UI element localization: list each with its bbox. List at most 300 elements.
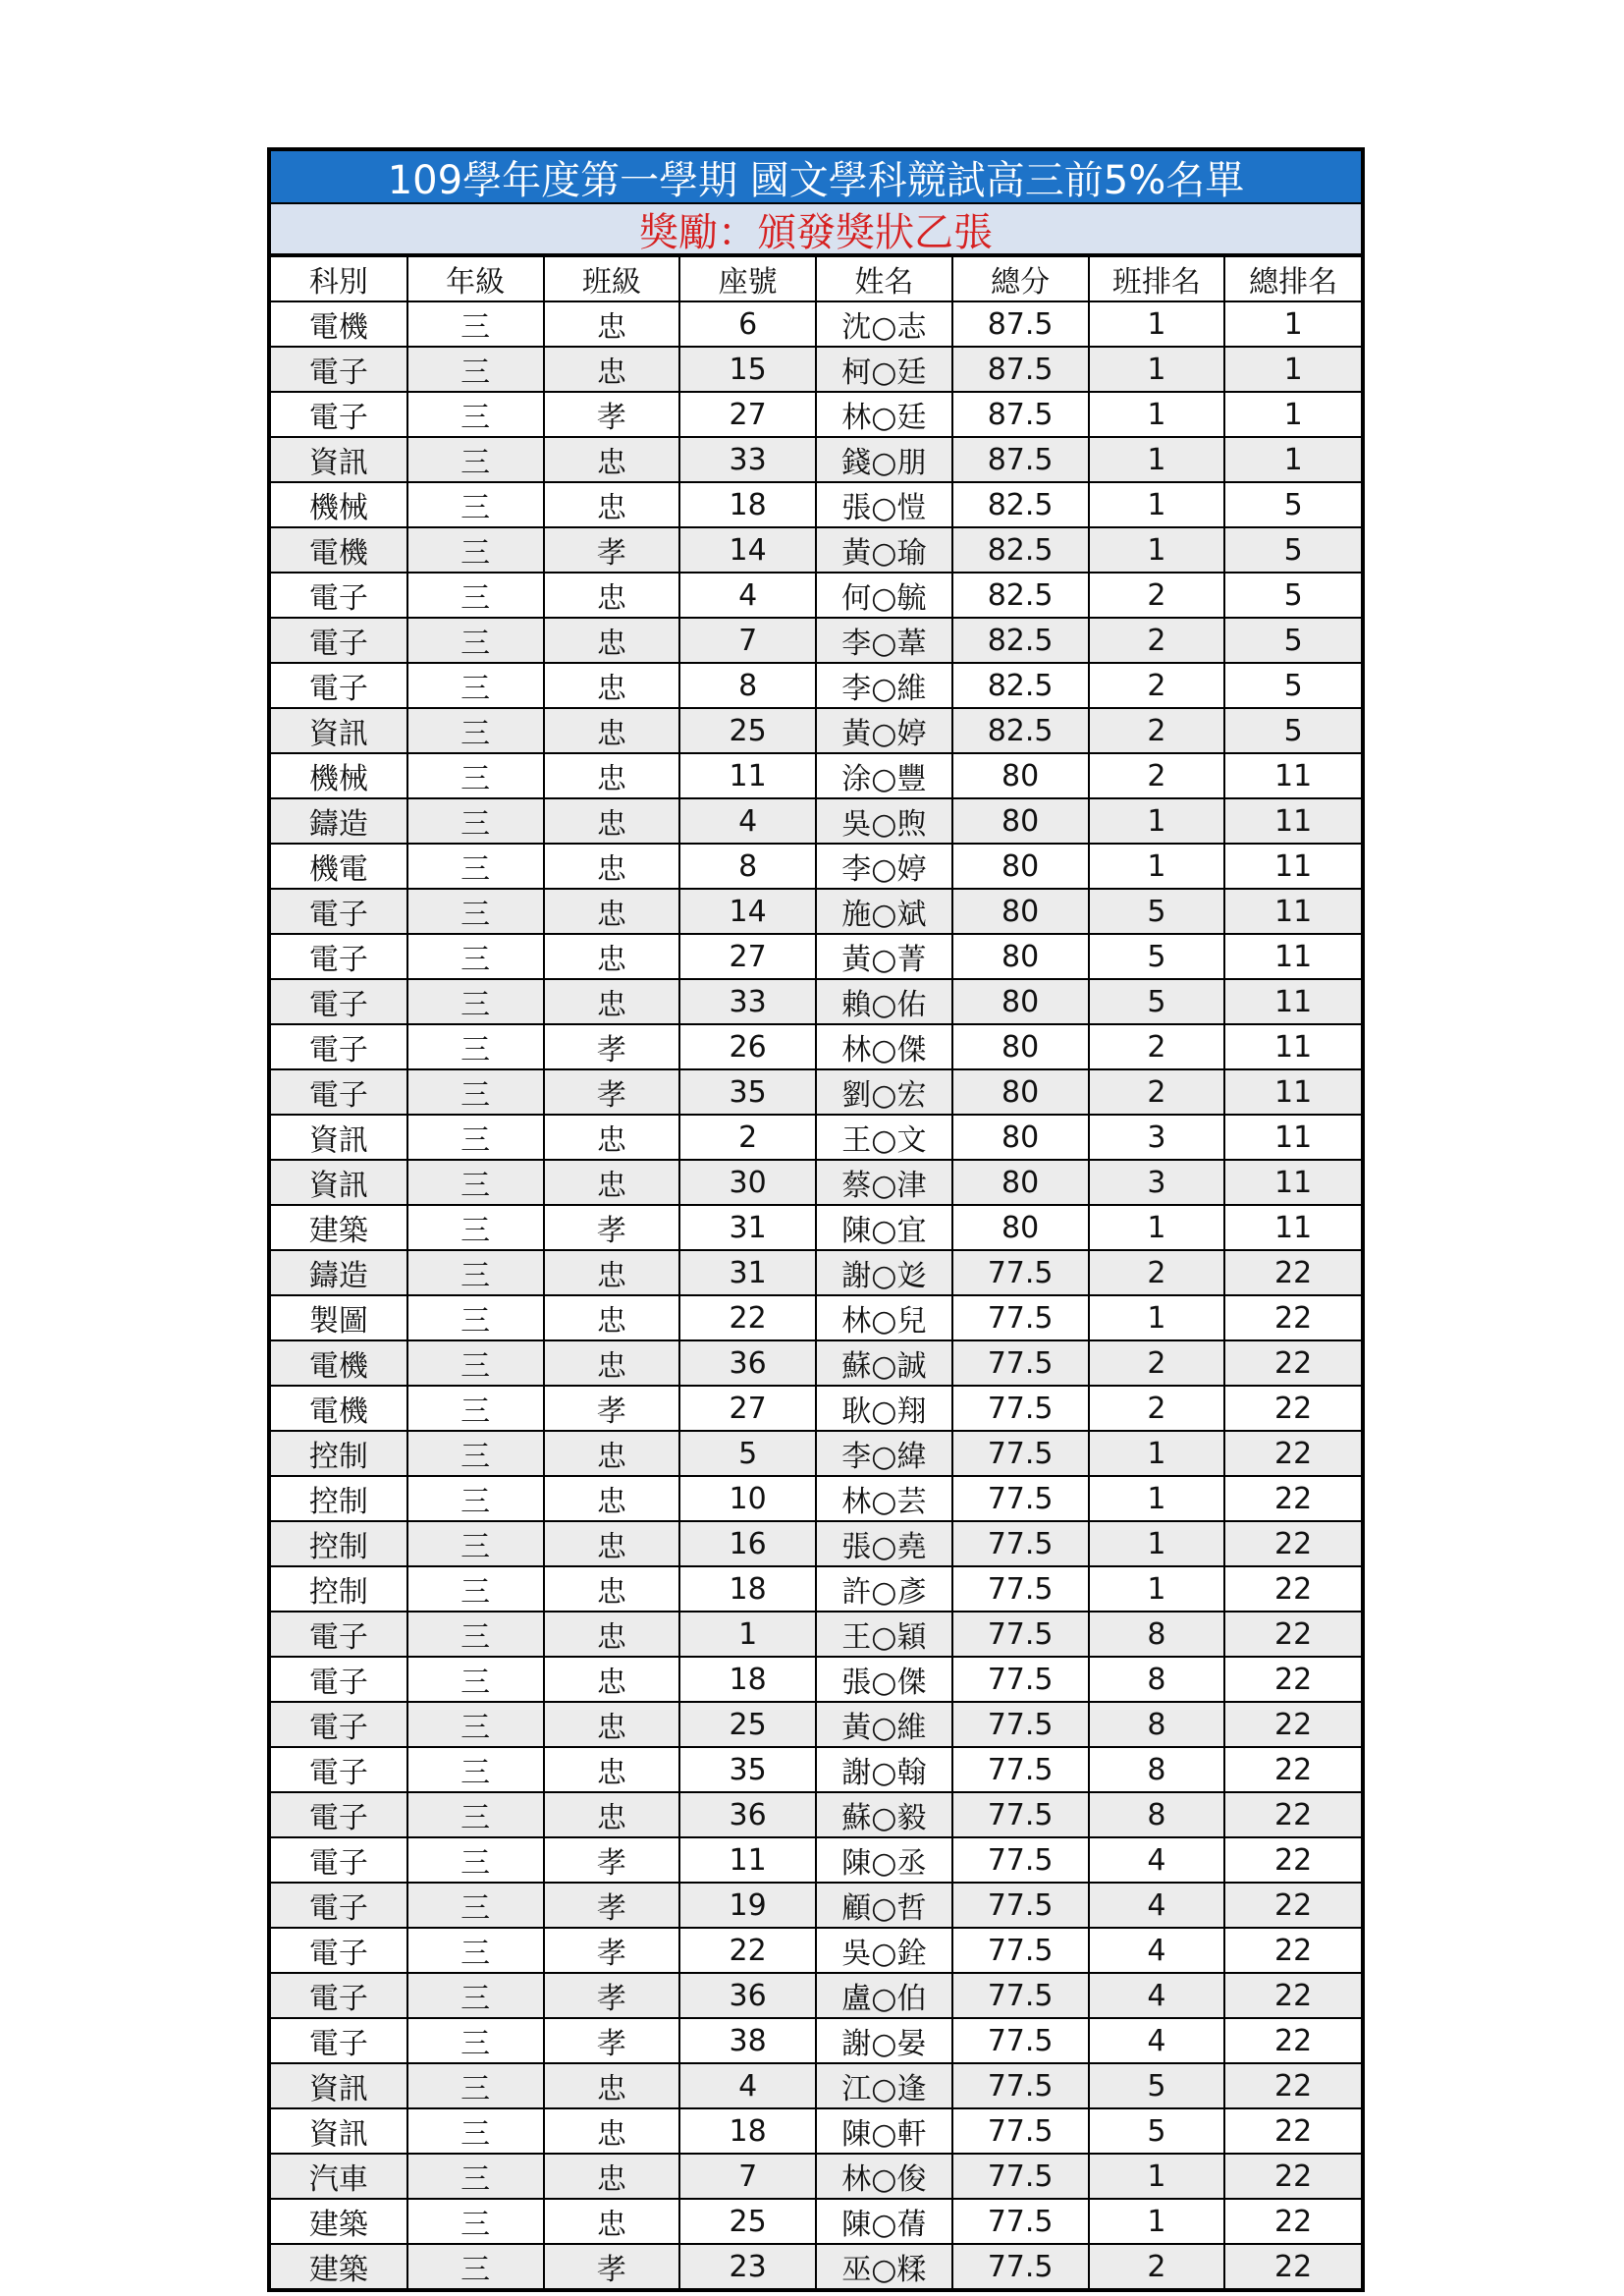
- cell-grade: 三: [407, 527, 544, 573]
- cell-class-rank: 4: [1089, 1837, 1225, 1883]
- cell-grade: 三: [407, 1476, 544, 1521]
- cell-name: 林○傑: [816, 1024, 952, 1069]
- cell-seat: 33: [679, 979, 816, 1024]
- cell-class-rank: 4: [1089, 1883, 1225, 1928]
- cell-department: 鑄造: [271, 798, 407, 844]
- cell-score: 82.5: [952, 663, 1089, 708]
- cell-score: 77.5: [952, 1340, 1089, 1386]
- cell-name: 蘇○誠: [816, 1340, 952, 1386]
- cell-overall-rank: 22: [1224, 1702, 1361, 1747]
- cell-department: 電子: [271, 392, 407, 437]
- cell-name: 林○俊: [816, 2154, 952, 2199]
- cell-department: 電機: [271, 1386, 407, 1431]
- cell-score: 77.5: [952, 2108, 1089, 2154]
- cell-grade: 三: [407, 934, 544, 979]
- cell-department: 電子: [271, 1837, 407, 1883]
- cell-class: 忠: [544, 1702, 680, 1747]
- cell-grade: 三: [407, 1747, 544, 1792]
- cell-class-rank: 1: [1089, 301, 1225, 347]
- cell-seat: 16: [679, 1521, 816, 1566]
- cell-grade: 三: [407, 573, 544, 618]
- cell-name: 謝○翰: [816, 1747, 952, 1792]
- cell-department: 電機: [271, 301, 407, 347]
- cell-department: 控制: [271, 1476, 407, 1521]
- cell-grade: 三: [407, 1386, 544, 1431]
- cell-name: 涂○豐: [816, 753, 952, 798]
- cell-class-rank: 2: [1089, 1024, 1225, 1069]
- cell-name: 沈○志: [816, 301, 952, 347]
- table-row: [271, 1566, 1361, 1612]
- cell-overall-rank: 11: [1224, 753, 1361, 798]
- cell-seat: 25: [679, 1702, 816, 1747]
- cell-grade: 三: [407, 1612, 544, 1657]
- cell-grade: 三: [407, 753, 544, 798]
- cell-class: 忠: [544, 1521, 680, 1566]
- cell-grade: 三: [407, 1295, 544, 1340]
- cell-overall-rank: 22: [1224, 2244, 1361, 2288]
- cell-seat: 31: [679, 1250, 816, 1295]
- cell-score: 77.5: [952, 2244, 1089, 2288]
- cell-name: 李○婷: [816, 844, 952, 889]
- cell-class-rank: 2: [1089, 1250, 1225, 1295]
- cell-overall-rank: 5: [1224, 573, 1361, 618]
- cell-class: 忠: [544, 1250, 680, 1295]
- cell-class-rank: 1: [1089, 527, 1225, 573]
- cell-class: 忠: [544, 1747, 680, 1792]
- cell-overall-rank: 11: [1224, 1115, 1361, 1160]
- cell-seat: 36: [679, 1340, 816, 1386]
- cell-class-rank: 1: [1089, 437, 1225, 482]
- cell-name: 黃○瑜: [816, 527, 952, 573]
- cell-department: 電子: [271, 663, 407, 708]
- cell-department: 電子: [271, 1928, 407, 1973]
- table-row: [271, 1115, 1361, 1160]
- cell-name: 王○穎: [816, 1612, 952, 1657]
- cell-class: 忠: [544, 753, 680, 798]
- cell-class: 忠: [544, 663, 680, 708]
- cell-grade: 三: [407, 2063, 544, 2108]
- cell-name: 蔡○津: [816, 1160, 952, 1205]
- cell-seat: 36: [679, 1973, 816, 2018]
- cell-seat: 36: [679, 1792, 816, 1837]
- cell-class: 孝: [544, 527, 680, 573]
- cell-department: 資訊: [271, 1160, 407, 1205]
- cell-seat: 18: [679, 1566, 816, 1612]
- cell-class-rank: 5: [1089, 2108, 1225, 2154]
- cell-class: 忠: [544, 979, 680, 1024]
- cell-score: 87.5: [952, 347, 1089, 392]
- cell-class-rank: 1: [1089, 1566, 1225, 1612]
- cell-overall-rank: 5: [1224, 527, 1361, 573]
- cell-grade: 三: [407, 1928, 544, 1973]
- cell-overall-rank: 22: [1224, 1340, 1361, 1386]
- cell-name: 許○彥: [816, 1566, 952, 1612]
- cell-seat: 18: [679, 2108, 816, 2154]
- cell-grade: 三: [407, 1431, 544, 1476]
- cell-seat: 27: [679, 1386, 816, 1431]
- table-row: [271, 753, 1361, 798]
- cell-overall-rank: 11: [1224, 889, 1361, 934]
- cell-seat: 8: [679, 663, 816, 708]
- cell-seat: 1: [679, 1612, 816, 1657]
- cell-overall-rank: 11: [1224, 934, 1361, 979]
- cell-overall-rank: 22: [1224, 2108, 1361, 2154]
- cell-name: 何○毓: [816, 573, 952, 618]
- cell-score: 82.5: [952, 527, 1089, 573]
- cell-overall-rank: 5: [1224, 663, 1361, 708]
- cell-class: 忠: [544, 1566, 680, 1612]
- cell-overall-rank: 5: [1224, 618, 1361, 663]
- cell-score: 80: [952, 844, 1089, 889]
- cell-overall-rank: 22: [1224, 1928, 1361, 1973]
- cell-class: 忠: [544, 1295, 680, 1340]
- cell-seat: 11: [679, 753, 816, 798]
- cell-class: 忠: [544, 2199, 680, 2244]
- cell-name: 張○愷: [816, 482, 952, 527]
- cell-seat: 31: [679, 1205, 816, 1250]
- cell-class: 忠: [544, 347, 680, 392]
- table-row: [271, 1205, 1361, 1250]
- cell-department: 電子: [271, 1747, 407, 1792]
- cell-overall-rank: 22: [1224, 1386, 1361, 1431]
- cell-grade: 三: [407, 1069, 544, 1115]
- cell-class-rank: 1: [1089, 392, 1225, 437]
- cell-department: 資訊: [271, 2108, 407, 2154]
- table-row: [271, 527, 1361, 573]
- cell-grade: 三: [407, 1521, 544, 1566]
- cell-class: 忠: [544, 437, 680, 482]
- cell-class: 忠: [544, 1792, 680, 1837]
- cell-score: 80: [952, 1069, 1089, 1115]
- cell-grade: 三: [407, 1160, 544, 1205]
- cell-score: 77.5: [952, 1476, 1089, 1521]
- cell-class: 忠: [544, 798, 680, 844]
- cell-score: 87.5: [952, 392, 1089, 437]
- cell-name: 陳○丞: [816, 1837, 952, 1883]
- cell-score: 80: [952, 889, 1089, 934]
- cell-department: 電子: [271, 1792, 407, 1837]
- cell-seat: 27: [679, 392, 816, 437]
- cell-class: 忠: [544, 844, 680, 889]
- cell-class-rank: 4: [1089, 1973, 1225, 2018]
- cell-score: 87.5: [952, 301, 1089, 347]
- table-row: [271, 1612, 1361, 1657]
- cell-score: 77.5: [952, 1657, 1089, 1702]
- cell-score: 80: [952, 1115, 1089, 1160]
- table-row: [271, 347, 1361, 392]
- cell-class-rank: 4: [1089, 1928, 1225, 1973]
- cell-class: 忠: [544, 482, 680, 527]
- cell-overall-rank: 22: [1224, 1295, 1361, 1340]
- cell-class-rank: 3: [1089, 1115, 1225, 1160]
- cell-name: 吳○煦: [816, 798, 952, 844]
- cell-grade: 三: [407, 618, 544, 663]
- cell-seat: 25: [679, 708, 816, 753]
- cell-class-rank: 2: [1089, 618, 1225, 663]
- cell-department: 資訊: [271, 1115, 407, 1160]
- cell-name: 陳○軒: [816, 2108, 952, 2154]
- cell-name: 黃○婷: [816, 708, 952, 753]
- cell-score: 87.5: [952, 437, 1089, 482]
- cell-seat: 4: [679, 573, 816, 618]
- sheet-title: 109學年度第一學期 國文學科競試高三前5%名單: [271, 151, 1361, 204]
- cell-seat: 26: [679, 1024, 816, 1069]
- cell-name: 耿○翔: [816, 1386, 952, 1431]
- cell-class-rank: 2: [1089, 663, 1225, 708]
- cell-class: 孝: [544, 1973, 680, 2018]
- cell-department: 電子: [271, 573, 407, 618]
- table-row: [271, 2018, 1361, 2063]
- cell-grade: 三: [407, 798, 544, 844]
- cell-class-rank: 1: [1089, 844, 1225, 889]
- cell-seat: 22: [679, 1928, 816, 1973]
- table-row: [271, 1069, 1361, 1115]
- table-row: [271, 889, 1361, 934]
- col-header-seat: 座號: [679, 256, 816, 301]
- cell-overall-rank: 22: [1224, 1250, 1361, 1295]
- cell-score: 80: [952, 934, 1089, 979]
- cell-seat: 5: [679, 1431, 816, 1476]
- cell-class-rank: 1: [1089, 798, 1225, 844]
- cell-seat: 11: [679, 1837, 816, 1883]
- cell-overall-rank: 11: [1224, 1205, 1361, 1250]
- cell-department: 鑄造: [271, 1250, 407, 1295]
- cell-grade: 三: [407, 2154, 544, 2199]
- cell-score: 77.5: [952, 1612, 1089, 1657]
- cell-overall-rank: 22: [1224, 1657, 1361, 1702]
- cell-seat: 23: [679, 2244, 816, 2288]
- cell-name: 施○斌: [816, 889, 952, 934]
- cell-department: 電子: [271, 889, 407, 934]
- cell-score: 80: [952, 979, 1089, 1024]
- table-row: [271, 573, 1361, 618]
- cell-name: 謝○彣: [816, 1250, 952, 1295]
- cell-name: 吳○銓: [816, 1928, 952, 1973]
- col-header-grade: 年級: [407, 256, 544, 301]
- cell-class-rank: 1: [1089, 1295, 1225, 1340]
- cell-class-rank: 5: [1089, 889, 1225, 934]
- cell-class-rank: 5: [1089, 979, 1225, 1024]
- cell-department: 建築: [271, 1205, 407, 1250]
- cell-class: 忠: [544, 1340, 680, 1386]
- cell-name: 李○緯: [816, 1431, 952, 1476]
- cell-score: 82.5: [952, 708, 1089, 753]
- table-row: [271, 482, 1361, 527]
- cell-class: 忠: [544, 934, 680, 979]
- cell-score: 80: [952, 798, 1089, 844]
- cell-seat: 35: [679, 1747, 816, 1792]
- cell-class: 孝: [544, 1928, 680, 1973]
- cell-score: 77.5: [952, 1295, 1089, 1340]
- cell-grade: 三: [407, 1792, 544, 1837]
- cell-grade: 三: [407, 844, 544, 889]
- cell-grade: 三: [407, 1837, 544, 1883]
- cell-overall-rank: 11: [1224, 1160, 1361, 1205]
- cell-overall-rank: 1: [1224, 347, 1361, 392]
- table-row: [271, 2154, 1361, 2199]
- cell-department: 電子: [271, 347, 407, 392]
- cell-grade: 三: [407, 1340, 544, 1386]
- cell-overall-rank: 22: [1224, 1521, 1361, 1566]
- cell-department: 機械: [271, 482, 407, 527]
- cell-grade: 三: [407, 889, 544, 934]
- cell-seat: 2: [679, 1115, 816, 1160]
- cell-class: 孝: [544, 1386, 680, 1431]
- cell-class-rank: 1: [1089, 482, 1225, 527]
- cell-overall-rank: 5: [1224, 708, 1361, 753]
- cell-seat: 18: [679, 1657, 816, 1702]
- table-row: [271, 844, 1361, 889]
- cell-class: 孝: [544, 1069, 680, 1115]
- cell-name: 柯○廷: [816, 347, 952, 392]
- col-header-overall-rank: 總排名: [1224, 256, 1361, 301]
- cell-score: 77.5: [952, 1521, 1089, 1566]
- cell-name: 盧○伯: [816, 1973, 952, 2018]
- cell-grade: 三: [407, 1205, 544, 1250]
- cell-class: 忠: [544, 2108, 680, 2154]
- cell-name: 陳○蒨: [816, 2199, 952, 2244]
- cell-grade: 三: [407, 2244, 544, 2288]
- cell-class-rank: 1: [1089, 347, 1225, 392]
- cell-overall-rank: 11: [1224, 979, 1361, 1024]
- cell-seat: 4: [679, 798, 816, 844]
- cell-class-rank: 5: [1089, 2063, 1225, 2108]
- cell-overall-rank: 11: [1224, 1024, 1361, 1069]
- cell-name: 巫○糅: [816, 2244, 952, 2288]
- cell-score: 80: [952, 753, 1089, 798]
- cell-seat: 6: [679, 301, 816, 347]
- cell-name: 李○維: [816, 663, 952, 708]
- table-row: [271, 1973, 1361, 2018]
- cell-class: 忠: [544, 1115, 680, 1160]
- cell-name: 劉○宏: [816, 1069, 952, 1115]
- table-row: [271, 1883, 1361, 1928]
- cell-grade: 三: [407, 663, 544, 708]
- cell-class-rank: 2: [1089, 573, 1225, 618]
- table-row: [271, 1747, 1361, 1792]
- cell-seat: 10: [679, 1476, 816, 1521]
- cell-class-rank: 8: [1089, 1792, 1225, 1837]
- cell-department: 電子: [271, 1657, 407, 1702]
- cell-grade: 三: [407, 1250, 544, 1295]
- cell-department: 電子: [271, 1612, 407, 1657]
- cell-grade: 三: [407, 301, 544, 347]
- table-row: [271, 1250, 1361, 1295]
- cell-class: 孝: [544, 1205, 680, 1250]
- cell-grade: 三: [407, 347, 544, 392]
- cell-score: 77.5: [952, 1883, 1089, 1928]
- cell-overall-rank: 1: [1224, 437, 1361, 482]
- cell-score: 77.5: [952, 1837, 1089, 1883]
- cell-name: 謝○晏: [816, 2018, 952, 2063]
- cell-name: 賴○佑: [816, 979, 952, 1024]
- cell-score: 77.5: [952, 1386, 1089, 1431]
- cell-seat: 15: [679, 347, 816, 392]
- cell-department: 控制: [271, 1566, 407, 1612]
- cell-overall-rank: 22: [1224, 1973, 1361, 2018]
- cell-department: 電子: [271, 1024, 407, 1069]
- cell-class: 孝: [544, 1837, 680, 1883]
- table-row: [271, 301, 1361, 347]
- table-row: [271, 1431, 1361, 1476]
- cell-department: 製圖: [271, 1295, 407, 1340]
- cell-score: 77.5: [952, 2199, 1089, 2244]
- cell-department: 電機: [271, 527, 407, 573]
- cell-class-rank: 1: [1089, 2199, 1225, 2244]
- cell-overall-rank: 11: [1224, 844, 1361, 889]
- cell-name: 林○廷: [816, 392, 952, 437]
- cell-seat: 33: [679, 437, 816, 482]
- cell-grade: 三: [407, 2018, 544, 2063]
- cell-department: 電子: [271, 618, 407, 663]
- cell-seat: 30: [679, 1160, 816, 1205]
- cell-class: 孝: [544, 392, 680, 437]
- cell-class-rank: 5: [1089, 934, 1225, 979]
- cell-class-rank: 8: [1089, 1657, 1225, 1702]
- cell-grade: 三: [407, 437, 544, 482]
- cell-grade: 三: [407, 1566, 544, 1612]
- cell-department: 電子: [271, 1702, 407, 1747]
- cell-class: 忠: [544, 708, 680, 753]
- ranking-table: [271, 255, 1361, 2288]
- cell-score: 77.5: [952, 1792, 1089, 1837]
- cell-overall-rank: 1: [1224, 301, 1361, 347]
- cell-class-rank: 2: [1089, 1069, 1225, 1115]
- cell-score: 80: [952, 1205, 1089, 1250]
- cell-department: 資訊: [271, 437, 407, 482]
- cell-class-rank: 2: [1089, 753, 1225, 798]
- cell-overall-rank: 22: [1224, 1747, 1361, 1792]
- cell-seat: 4: [679, 2063, 816, 2108]
- col-header-class-rank: 班排名: [1089, 256, 1225, 301]
- cell-class-rank: 3: [1089, 1160, 1225, 1205]
- cell-department: 機械: [271, 753, 407, 798]
- cell-class-rank: 1: [1089, 2154, 1225, 2199]
- cell-class: 忠: [544, 301, 680, 347]
- table-row: [271, 437, 1361, 482]
- cell-seat: 18: [679, 482, 816, 527]
- cell-class: 忠: [544, 1612, 680, 1657]
- cell-overall-rank: 22: [1224, 1837, 1361, 1883]
- cell-class: 孝: [544, 2244, 680, 2288]
- cell-score: 80: [952, 1024, 1089, 1069]
- cell-seat: 8: [679, 844, 816, 889]
- cell-name: 王○文: [816, 1115, 952, 1160]
- cell-department: 控制: [271, 1431, 407, 1476]
- cell-department: 電機: [271, 1340, 407, 1386]
- table-row: [271, 979, 1361, 1024]
- cell-overall-rank: 22: [1224, 1566, 1361, 1612]
- cell-department: 建築: [271, 2199, 407, 2244]
- cell-class: 忠: [544, 573, 680, 618]
- reward-note: 獎勵：頒發獎狀乙張: [271, 204, 1361, 255]
- table-row: [271, 1476, 1361, 1521]
- cell-score: 77.5: [952, 2018, 1089, 2063]
- cell-class-rank: 4: [1089, 2018, 1225, 2063]
- cell-name: 張○傑: [816, 1657, 952, 1702]
- cell-department: 建築: [271, 2244, 407, 2288]
- cell-class: 忠: [544, 1160, 680, 1205]
- cell-name: 江○逢: [816, 2063, 952, 2108]
- cell-department: 電子: [271, 1973, 407, 2018]
- cell-overall-rank: 11: [1224, 798, 1361, 844]
- table-row: [271, 1657, 1361, 1702]
- cell-class-rank: 1: [1089, 1431, 1225, 1476]
- cell-grade: 三: [407, 392, 544, 437]
- table-row: [271, 2063, 1361, 2108]
- cell-overall-rank: 22: [1224, 1612, 1361, 1657]
- cell-grade: 三: [407, 1024, 544, 1069]
